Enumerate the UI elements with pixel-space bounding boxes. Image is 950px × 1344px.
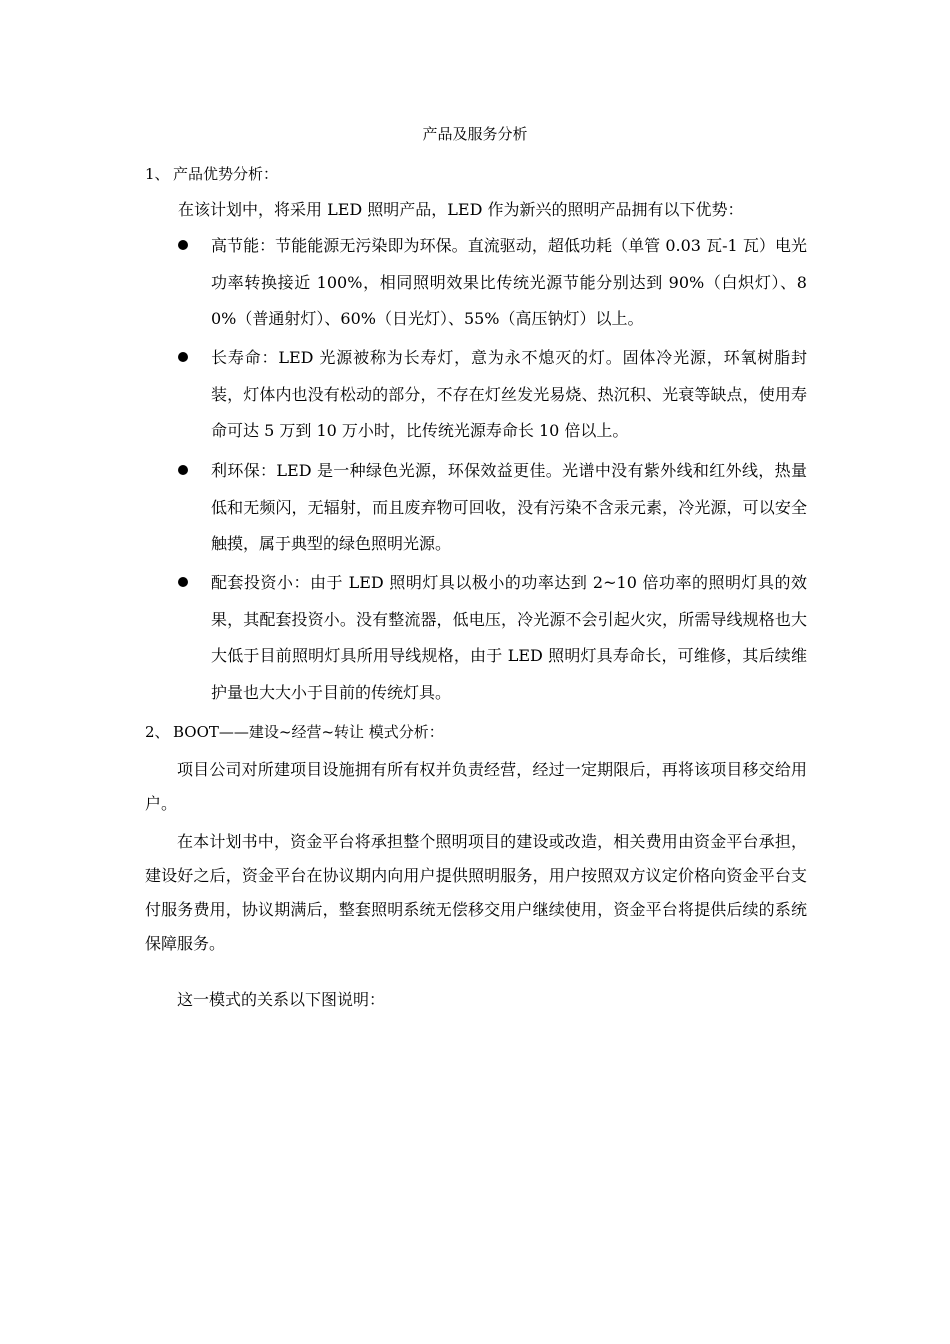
section-intro: 在该计划中，将采用 LED 照明产品，LED 作为新兴的照明产品拥有以下优势： — [178, 200, 744, 219]
section-title: 产品优势分析： — [173, 165, 279, 183]
section-heading-1 — [145, 164, 278, 184]
list-item — [178, 340, 807, 450]
list-item — [178, 228, 807, 338]
body-paragraph: 在本计划书中，资金平台将承担整个照明项目的建设或改造，相关费用由资金平台承担，建设好之后，资金平台在协议期内向用户提供照明服务，用户按照双方议定价格向资金平台支付服务费用，协议期满后，整套照明系统无偿移交用户继续使用，资金平台将提供后续的系统保障服务。 — [145, 832, 807, 953]
list-item-text: 高节能：节能能源无污染即为环保。直流驱动，超低功耗（单管 0.03 瓦-1 瓦）电光功率转换接近 100%，相同照明效果比传统光源节能分别达到 90%（白炽灯）、80%（普通射灯）、60%（日光灯）、55%（高压钠灯）以上。 — [211, 236, 807, 328]
section-title: BOOT——建设~经营~转让 模式分析： — [173, 723, 444, 741]
page-title: 产品及服务分析 — [422, 125, 528, 143]
bullet-icon — [178, 577, 188, 587]
section-heading-2 — [145, 722, 444, 742]
list-item-text: 利环保：LED 是一种绿色光源，环保效益更佳。光谱中没有紫外线和红外线，热量低和无频闪，无辐射，而且废弃物可回收，没有污染不含汞元素，冷光源，可以安全触摸，属于典型的绿色照明光源。 — [211, 461, 807, 553]
section-number: 1、 — [145, 165, 170, 183]
body-paragraph: 这一模式的关系以下图说明： — [177, 990, 386, 1009]
bullet-icon — [178, 465, 188, 475]
list-item — [178, 453, 807, 563]
bullet-icon — [178, 240, 188, 250]
bullet-icon — [178, 352, 188, 362]
body-paragraph: 项目公司对所建项目设施拥有所有权并负责经营，经过一定期限后，再将该项目移交给用户。 — [145, 760, 807, 813]
list-item — [178, 565, 807, 711]
list-item-text: 配套投资小：由于 LED 照明灯具以极小的功率达到 2~10 倍功率的照明灯具的效果，其配套投资小。没有整流器，低电压，冷光源不会引起火灾，所需导线规格也大大低于目前照明灯具所用导线规格，由于 LED 照明灯具寿命长，可维修，其后续维护量也大大小于目前的传统灯具。 — [211, 573, 807, 702]
section-number: 2、 — [145, 723, 170, 741]
list-item-text: 长寿命：LED 光源被称为长寿灯，意为永不熄灭的灯。固体冷光源，环氧树脂封装，灯体内也没有松动的部分，不存在灯丝发光易烧、热沉积、光衰等缺点，使用寿命可达 5 万到 10 万小时，比传统光源寿命长 10 倍以上。 — [211, 348, 807, 440]
